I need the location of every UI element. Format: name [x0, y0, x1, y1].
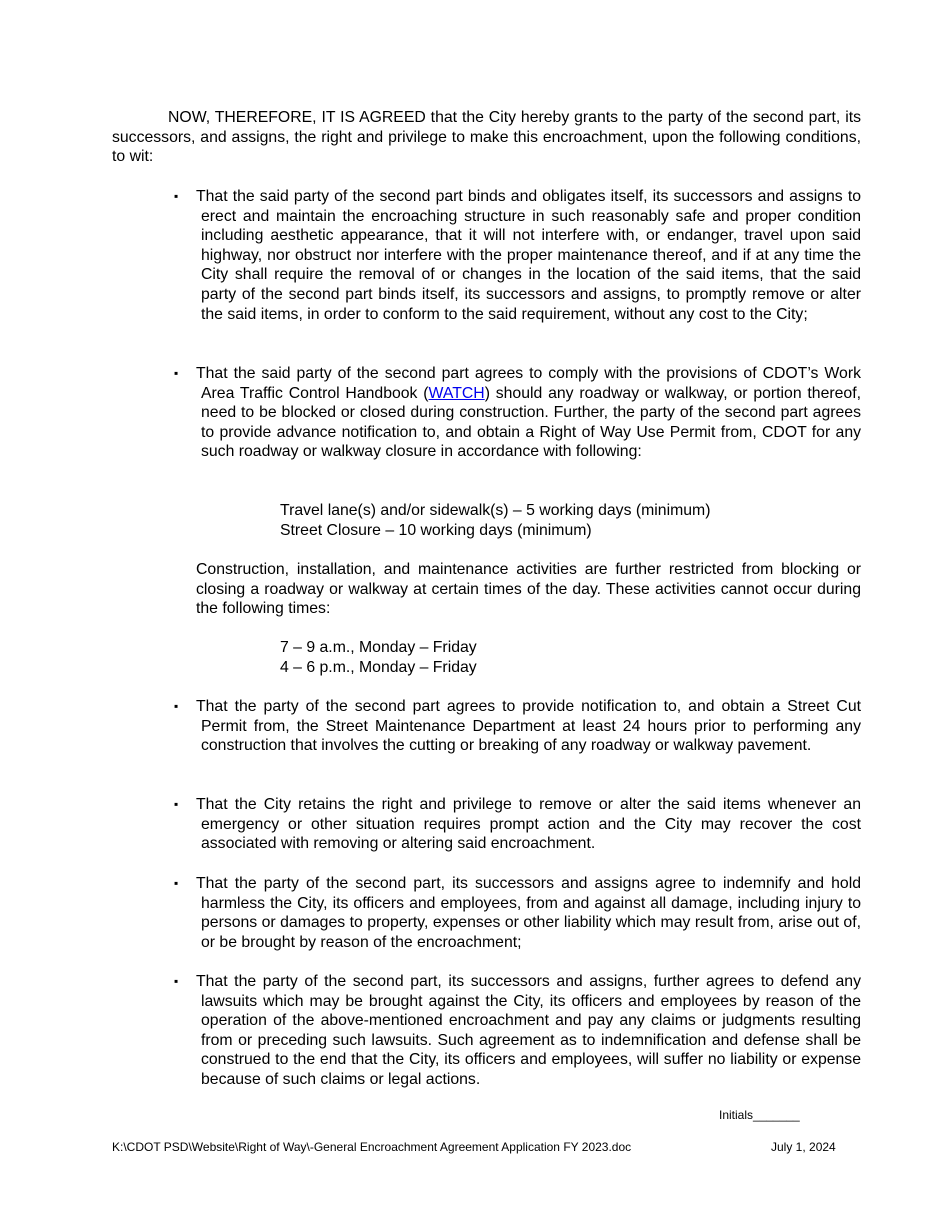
condition-text: That the party of the second part, its successors and assigns agree to indemnify and hold harmless the City, its officers and employees, from and against all damage, including injury to persons or damages to property, expenses or other liability which may result from, arise out of, or be brought by reason of the encroachment; [196, 875, 861, 951]
condition-text-start: That the said party of the second part agrees to comply with the provisions of CDOT’s Work Area Traffic Control Handbook ( [196, 365, 861, 402]
initials-line: Initials_______ [719, 1108, 800, 1122]
bullet-marker: ▪ [174, 699, 179, 713]
condition-text-end: ) should any roadway or walkway, or portion thereof, need to be blocked or closed during construction. Further, the party of the second part agrees to provide advance notification to, and obtain a Right of Way Use Permit from, CDOT for any such roadway or walkway closure in accordance with following: [201, 384, 861, 461]
restricted-time-evening: 4 – 6 p.m., Monday – Friday [280, 659, 477, 676]
condition-text [196, 364, 861, 462]
footer-date: July 1, 2024 [771, 1140, 836, 1154]
condition-defend-lawsuits [174, 972, 861, 1090]
bullet-marker: ▪ [174, 876, 179, 890]
watch-link[interactable]: WATCH [428, 384, 485, 402]
condition-text: That the party of the second part agrees to provide notification to, and obtain a Street Cut Permit from, the Street Maintenance Department at least 24 hours prior to performing any construction that involves the cutting or breaking of any roadway or walkway pavement. [196, 698, 861, 755]
intro-paragraph: NOW, THEREFORE, IT IS AGREED that the City hereby grants to the party of the second part, its successors, and assigns, the right and privilege to make this encroachment, upon the following conditions, to wit: [112, 109, 861, 166]
condition-watch-compliance [174, 364, 861, 462]
bullet-marker: ▪ [174, 974, 179, 988]
restriction-paragraph: Construction, installation, and maintenance activities are further restricted from blocking or closing a roadway or walkway at certain times of the day. These activities cannot occur during the following times: [196, 561, 861, 618]
condition-city-removal-right [174, 795, 861, 854]
condition-maintenance [174, 187, 861, 324]
condition-indemnify [174, 874, 861, 952]
condition-text: That the party of the second part, its successors and assigns, further agrees to defend any lawsuits which may be brought against the City, its officers and employees by reason of the operation of the above-mentioned encroachment and pay any claims or judgments resulting from or preceding such lawsuits. Such agreement as to indemnification and defense shall be construed to the end that the City, its officers and employees, will suffer no liability or expense because of such claims or legal actions. [196, 973, 861, 1088]
condition-text: That the said party of the second part binds and obligates itself, its successors and assigns to erect and maintain the encroaching structure in such reasonably safe and proper condition including aesthetic appearance, that it will not interfere with, or endanger, travel upon said highway, nor obstruct nor interfere with the proper maintenance thereof, and if at any time the City shall require the removal of or changes in the location of the said items, that the said party of the second part binds itself, its successors and assigns, to promptly remove or alter the said items, in order to conform to the said requirement, without any cost to the City; [196, 188, 861, 323]
restricted-time-morning: 7 – 9 a.m., Monday – Friday [280, 639, 477, 656]
condition-text: That the City retains the right and privilege to remove or alter the said items whenever an emergency or other situation requires prompt action and the City may recover the cost associated with removing or altering said encroachment. [196, 796, 861, 853]
notice-period-lane: Travel lane(s) and/or sidewalk(s) – 5 working days (minimum) [280, 502, 711, 519]
bullet-marker: ▪ [174, 366, 179, 380]
bullet-marker: ▪ [174, 189, 179, 203]
bullet-marker: ▪ [174, 797, 179, 811]
condition-street-cut-permit [174, 697, 861, 756]
notice-period-closure: Street Closure – 10 working days (minimum) [280, 522, 592, 539]
footer-file-path: K:\CDOT PSD\Website\Right of Way\-General Encroachment Agreement Application FY 2023.doc [112, 1140, 632, 1154]
